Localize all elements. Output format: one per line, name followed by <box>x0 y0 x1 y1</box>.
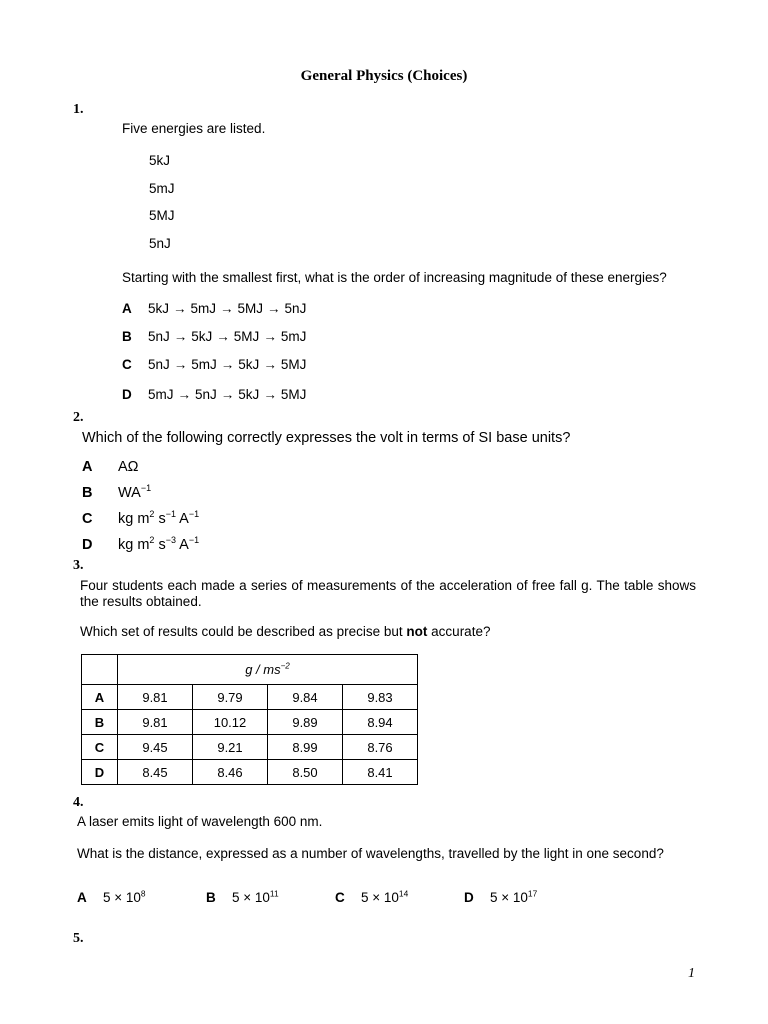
question-4-statement: A laser emits light of wavelength 600 nm. <box>77 814 323 829</box>
option-text: WA <box>118 485 141 501</box>
option-item: 5mJ <box>280 329 307 344</box>
option-item: 5mJ <box>190 301 217 316</box>
header-sup: −2 <box>280 661 290 671</box>
option-text: 5 × 10 <box>103 890 141 905</box>
option-item: 5nJ <box>148 357 170 372</box>
question-5-number: 5. <box>73 931 84 946</box>
q1-option-d <box>122 387 306 402</box>
q1-option-b <box>122 329 306 344</box>
option-letter: D <box>122 387 132 402</box>
q2-option-c <box>82 511 199 527</box>
option-text: 5 × 10 <box>490 890 528 905</box>
arrow-icon: → <box>263 387 277 402</box>
table-cell: 9.21 <box>193 735 268 760</box>
option-letter: A <box>82 459 93 475</box>
q1-option-c <box>122 357 306 372</box>
table-cell: 8.76 <box>343 735 418 760</box>
option-letter: A <box>77 890 87 905</box>
option-sup: 17 <box>527 888 538 899</box>
option-letter: C <box>335 890 345 905</box>
table-cell: 9.81 <box>118 710 193 735</box>
question-text-part: Which set of results could be described as precise but <box>80 624 407 639</box>
option-letter: D <box>464 890 474 905</box>
option-sup: 8 <box>140 888 146 899</box>
arrow-icon: → <box>263 357 277 372</box>
arrow-icon: → <box>216 329 230 344</box>
option-sup: −3 <box>165 535 176 546</box>
option-letter: B <box>122 329 132 344</box>
arrow-icon: → <box>220 301 234 316</box>
option-letter: D <box>82 537 93 553</box>
option-sup: 2 <box>149 535 155 546</box>
results-table <box>81 654 418 785</box>
table-corner-cell <box>82 655 118 685</box>
table-header-row <box>82 655 418 685</box>
option-item: 5nJ <box>284 301 307 316</box>
option-text: A <box>175 537 189 553</box>
q2-option-d <box>82 537 199 553</box>
arrow-icon: → <box>263 329 277 344</box>
option-letter: B <box>206 890 216 905</box>
q4-option-c <box>335 890 408 905</box>
table-row <box>82 760 418 785</box>
table-cell: 9.89 <box>268 710 343 735</box>
table-cell: 8.99 <box>268 735 343 760</box>
option-item: 5MJ <box>233 329 260 344</box>
q4-option-d <box>464 890 537 905</box>
table-cell: 9.45 <box>118 735 193 760</box>
option-sup: −1 <box>188 509 200 520</box>
option-item: 5mJ <box>148 387 174 402</box>
option-letter: B <box>82 485 93 501</box>
question-2-text: Which of the following correctly expresses the volt in terms of SI base units? <box>82 430 571 446</box>
table-row <box>82 685 418 710</box>
q4-option-b <box>206 890 279 905</box>
option-item: 5kJ <box>238 357 260 372</box>
table-row <box>82 710 418 735</box>
arrow-icon: → <box>173 301 187 316</box>
option-item: 5kJ <box>191 329 213 344</box>
arrow-icon: → <box>220 387 235 402</box>
option-letter: C <box>82 511 93 527</box>
table-cell: 8.94 <box>343 710 418 735</box>
energy-item: 5MJ <box>149 208 175 223</box>
option-item: 5mJ <box>191 357 217 372</box>
table-cell: 9.81 <box>118 685 193 710</box>
arrow-icon: → <box>220 357 235 372</box>
q2-option-a <box>82 459 139 475</box>
question-3-intro: Four students each made a series of measurements of the acceleration of free fall g. The table shows the results obtained. <box>80 578 696 609</box>
row-label: B <box>82 710 118 735</box>
question-emphasis: not <box>406 624 428 639</box>
question-4-number: 4. <box>73 795 84 810</box>
q4-option-a <box>77 890 146 905</box>
option-sup: 2 <box>149 509 155 520</box>
question-4-text: What is the distance, expressed as a number of wavelengths, travelled by the light in one second? <box>77 846 664 861</box>
option-sup: 11 <box>269 888 279 899</box>
page-number: 1 <box>688 966 695 981</box>
option-item: 5MJ <box>280 387 307 402</box>
energy-item: 5kJ <box>149 153 171 168</box>
option-text: kg m <box>118 537 150 553</box>
option-letter: A <box>122 301 132 316</box>
table-cell: 8.45 <box>118 760 193 785</box>
option-item: 5MJ <box>280 357 307 372</box>
option-text: 5 × 10 <box>361 890 399 905</box>
option-sup: −1 <box>165 509 176 520</box>
arrow-icon: → <box>177 387 192 402</box>
option-letter: C <box>122 357 132 372</box>
table-header-cell <box>118 655 418 685</box>
table-cell: 8.50 <box>268 760 343 785</box>
option-text: AΩ <box>118 459 139 475</box>
option-sup: 14 <box>398 888 409 899</box>
option-item: 5MJ <box>237 301 264 316</box>
table-cell: 8.46 <box>193 760 268 785</box>
q1-option-a <box>122 301 306 316</box>
row-label: C <box>82 735 118 760</box>
option-text: 5 × 10 <box>232 890 270 905</box>
question-text-part: accurate? <box>427 624 491 639</box>
question-1-prompt: Five energies are listed. <box>122 121 266 136</box>
table-row <box>82 735 418 760</box>
row-label: D <box>82 760 118 785</box>
table-cell: 9.79 <box>193 685 268 710</box>
question-3-text <box>80 624 490 639</box>
arrow-icon: → <box>267 301 281 316</box>
question-1-number: 1. <box>73 102 84 117</box>
question-2-number: 2. <box>73 410 84 425</box>
option-item: 5kJ <box>238 387 260 402</box>
row-label: A <box>82 685 118 710</box>
header-unit: g / ms <box>245 662 281 677</box>
q2-option-b <box>82 485 151 501</box>
option-item: 5kJ <box>148 301 170 316</box>
table-cell: 9.83 <box>343 685 418 710</box>
option-text: s <box>154 537 166 553</box>
table-cell: 9.84 <box>268 685 343 710</box>
table-cell: 8.41 <box>343 760 418 785</box>
option-item: 5nJ <box>148 329 170 344</box>
option-text: A <box>175 511 189 527</box>
table-cell: 10.12 <box>193 710 268 735</box>
energy-item: 5nJ <box>149 236 171 251</box>
question-1-text: Starting with the smallest first, what is the order of increasing magnitude of these energies? <box>122 270 667 285</box>
option-sup: −1 <box>188 535 200 546</box>
question-3-number: 3. <box>73 558 84 573</box>
energy-item: 5mJ <box>149 181 175 196</box>
option-text: kg m <box>118 511 150 527</box>
option-sup: −1 <box>140 483 152 494</box>
option-text: s <box>154 511 166 527</box>
page-title: General Physics (Choices) <box>300 68 468 84</box>
arrow-icon: → <box>173 357 188 372</box>
option-item: 5nJ <box>195 387 217 402</box>
arrow-icon: → <box>173 329 188 344</box>
